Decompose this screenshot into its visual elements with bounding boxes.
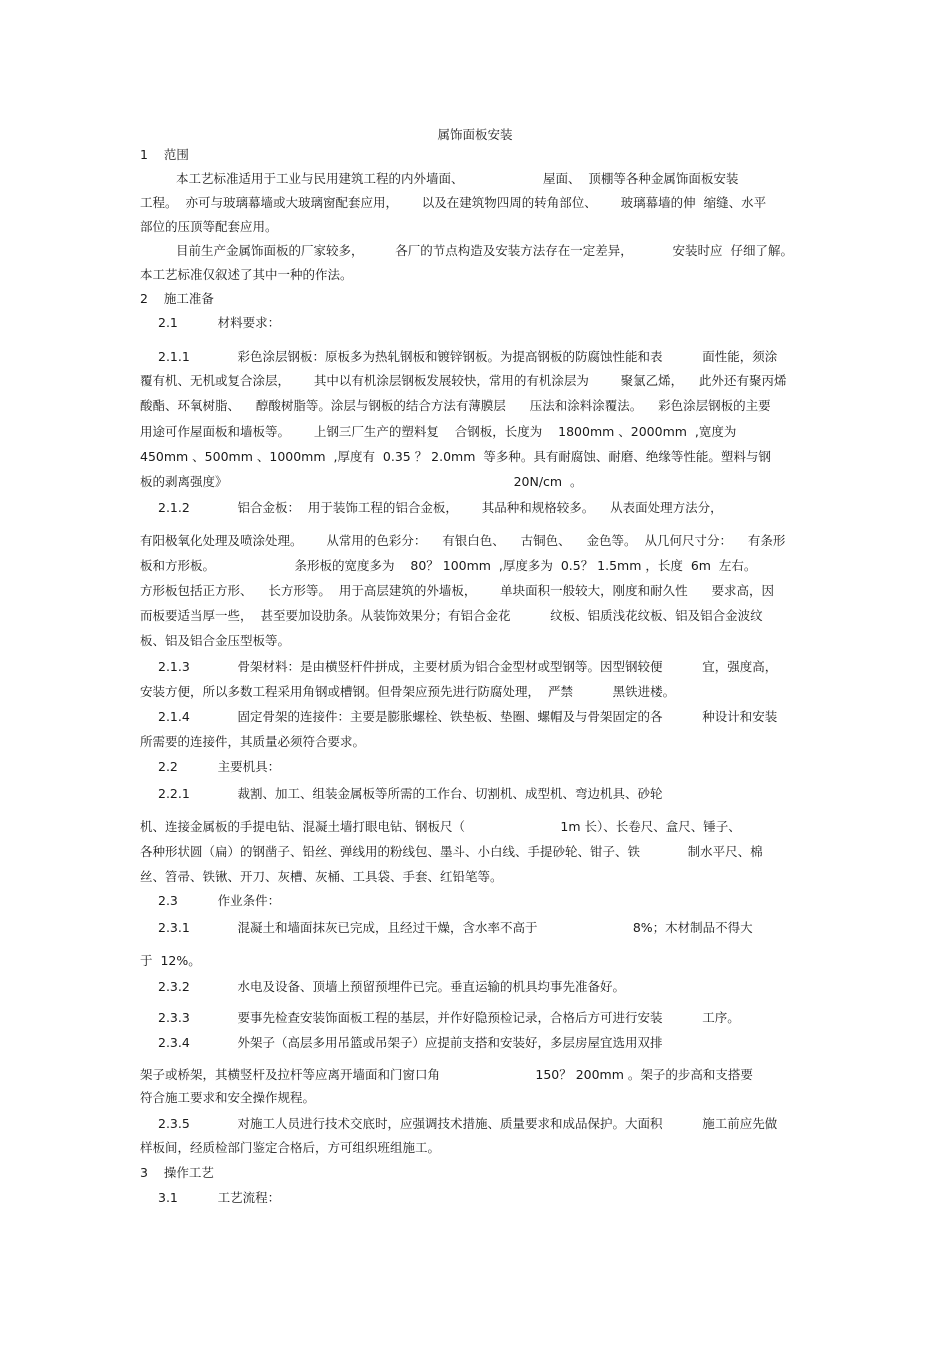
paragraph-line: 2.3.2 水电及设备、顶墙上预留预埋件已完。垂直运输的机具均事先准备好。 [158, 979, 625, 994]
paragraph-line: 符合施工要求和安全操作规程。 [140, 1090, 316, 1105]
paragraph-line: 酸酯、环氧树脂、 醇酸树脂等。涂层与钢板的结合方法有薄膜层 压法和涂料涂覆法。 彩色涂层钢板的主要 [140, 398, 771, 413]
paragraph-line: 于 12%。 [140, 953, 201, 968]
paragraph-line: 安装方便，所以多数工程采用角钢或槽钢。但骨架应预先进行防腐处理， 严禁 黑铁进楼。 [140, 684, 676, 699]
paragraph-line: 2.3.3 要事先检查安装饰面板工程的基层，并作好隐预检记录，合格后方可进行安装 工序。 [158, 1010, 740, 1025]
paragraph-line: 所需要的连接件，其质量必须符合要求。 [140, 734, 366, 749]
paragraph-line: 2.2.1 裁割、加工、组装金属板等所需的工作台、切割机、成型机、弯边机具、砂轮 [158, 786, 663, 801]
subsection-heading: 2.1 材料要求： [158, 315, 281, 330]
paragraph-line: 板、铝及铝合金压型板等。 [140, 633, 291, 648]
paragraph-line: 2.1.3 骨架材料：是由横竖杆件拼成，主要材质为铝合金型材或型钢等。因型钢较便 宜，强度高， [158, 659, 778, 674]
paragraph-line: 目前生产金属饰面板的厂家较多， 各厂的节点构造及安装方法存在一定差异， 安装时应 仔细了解。 [176, 243, 793, 258]
paragraph-line: 用途可作屋面板和墙板等。 上钢三厂生产的塑料复 合钢板，长度为 1800mm 、2000mm ,宽度为 [140, 424, 737, 439]
paragraph-line: 方形板包括正方形、 长方形等。 用于高层建筑的外墙板， 单块面积一般较大，刚度和耐久性 要求高，因 [140, 583, 775, 598]
paragraph-line: 板和方形板。 条形板的宽度多为 80？ 100mm ,厚度多为 0.5？ 1.5mm ，长度 6m 左右。 [140, 558, 757, 573]
paragraph-line: 2.3.4 外架子（高层多用吊篮或吊架子）应提前支搭和安装好，多层房屋宜选用双排 [158, 1035, 663, 1050]
paragraph-line: 而板要适当厚一些， 甚至要加设肋条。从装饰效果分；有铝合金花 纹板、铝质浅花纹板、铝及铝合金波纹 [140, 608, 763, 623]
paragraph-line: 样板间，经质检部门鉴定合格后，方可组织班组施工。 [140, 1140, 441, 1155]
paragraph-line: 2.3.5 对施工人员进行技术交底时，应强调技术措施、质量要求和成品保护。大面积 施工前应先做 [158, 1116, 778, 1131]
paragraph-line: 2.3.1 混凝土和墙面抹灰已完成，且经过干燥，含水率不高于 8%；木材制品不得大 [158, 920, 753, 935]
document-title: 属饰面板安装 [437, 127, 513, 142]
subsection-heading: 2.3 作业条件： [158, 893, 281, 908]
section-heading: 2 施工准备 [140, 291, 214, 306]
section-heading: 3 操作工艺 [140, 1165, 214, 1180]
paragraph-line: 2.1.2 铝合金板： 用于装饰工程的铝合金板， 其品种和规格较多。 从表面处理方法分， [158, 500, 723, 515]
paragraph-line: 丝、笤帚、铁锹、开刀、灰槽、灰桶、工具袋、手套、红铅笔等。 [140, 869, 503, 884]
paragraph-line: 2.1.4 固定骨架的连接件：主要是膨胀螺栓、铁垫板、垫圈、螺帽及与骨架固定的各 种设计和安装 [158, 709, 778, 724]
paragraph-line: 机、连接金属板的手提电钻、混凝土墙打眼电钻、钢板尺（ 1m 长）、长卷尺、盒尺、锤子、 [140, 819, 741, 834]
paragraph-line: 本工艺标准适用于工业与民用建筑工程的内外墙面、 屋面、 顶棚等各种金属饰面板安装 [176, 171, 739, 186]
subsection-heading: 3.1 工艺流程： [158, 1190, 281, 1205]
paragraph-line: 各种形状圆（扁）的钢凿子、铅丝、弹线用的粉线包、墨斗、小白线、手提砂轮、钳子、铁 制水平尺、棉 [140, 844, 763, 859]
paragraph-line: 部位的压顶等配套应用。 [140, 219, 278, 234]
paragraph-line: 450mm 、500mm 、1000mm ,厚度有 0.35 ？ 2.0mm 等多种。具有耐腐蚀、耐磨、绝缘等性能。塑料与钢 [140, 449, 771, 464]
paragraph-line: 架子或桥架，其横竖杆及拉杆等应离开墙面和门窗口角 150？ 200mm 。架子的步高和支搭要 [140, 1067, 753, 1082]
section-heading: 1 范围 [140, 147, 189, 162]
subsection-heading: 2.2 主要机具： [158, 759, 281, 774]
paragraph-line: 工程。 亦可与玻璃幕墙或大玻璃窗配套应用， 以及在建筑物四周的转角部位、 玻璃幕墙的伸 缩缝、水平 [140, 195, 767, 210]
paragraph-line: 2.1.1 彩色涂层钢板：原板多为热轧钢板和镀锌钢板。为提高钢板的防腐蚀性能和表 面性能，须涂 [158, 349, 778, 364]
paragraph-line: 覆有机、无机或复合涂层， 其中以有机涂层钢板发展较快，常用的有机涂层为 聚氯乙烯， 此外还有聚丙烯 [140, 373, 787, 388]
paragraph-line: 本工艺标准仅叙述了其中一种的作法。 [140, 267, 353, 282]
paragraph-line: 有阳极氧化处理及喷涂处理。 从常用的色彩分： 有银白色、 古铜色、 金色等。 从几何尺寸分： 有条形 [140, 533, 786, 548]
paragraph-line: 板的剥离强度》 20N/cm 。 [140, 474, 583, 489]
